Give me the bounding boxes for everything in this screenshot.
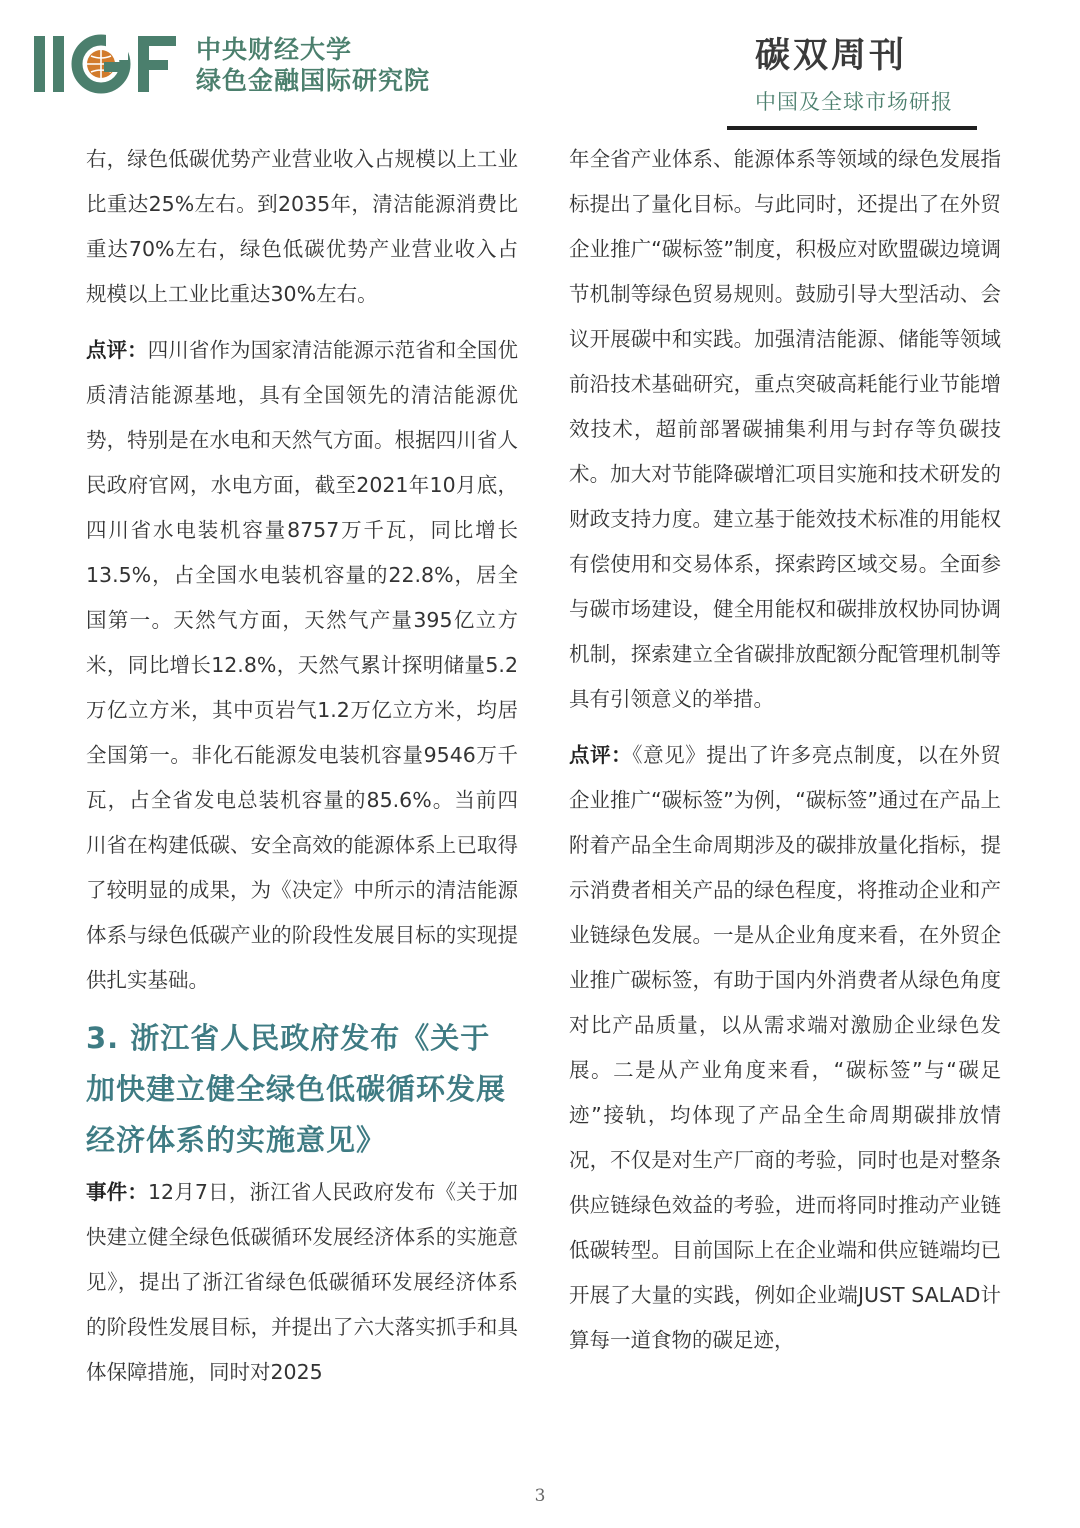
left-column xyxy=(86,137,518,1395)
institution-name xyxy=(196,34,430,96)
event-label: 事件： xyxy=(86,1180,149,1204)
iigf-logo xyxy=(34,32,184,94)
comment-label: 点评： xyxy=(569,743,633,767)
publication-title: 碳双周刊 xyxy=(755,36,908,76)
right-column xyxy=(569,137,1001,1363)
institution-line-2: 绿色金融国际研究院 xyxy=(196,66,431,95)
publication-subtitle: 中国及全球市场研报 xyxy=(755,90,953,114)
event-text: 12月7日，浙江省人民政府发布《关于加快建立健全绿色低碳循环发展经济体系的实施意见》，提出了浙江省绿色低碳循环发展经济体系的阶段性发展目标，并提出了六大落实抓手和具体保障措施，同时对2025 xyxy=(86,1180,518,1384)
paragraph: 右，绿色低碳优势产业营业收入占规模以上工业比重达25%左右。到2035年，清洁能源消费比重达70%左右，绿色低碳优势产业营业收入占规模以上工业比重达30%左右。 xyxy=(86,147,518,306)
page-header xyxy=(0,0,1080,140)
comment-label: 点评： xyxy=(86,338,148,362)
institution-line-1: 中央财经大学 xyxy=(196,35,353,64)
page-number: 3 xyxy=(534,1486,546,1506)
section-heading: 3. 浙江省人民政府发布《关于加快建立健全绿色低碳循环发展经济体系的实施意见》 xyxy=(86,1021,507,1157)
comment-paragraph xyxy=(86,328,518,1003)
comment-paragraph xyxy=(569,733,1001,1363)
event-paragraph xyxy=(86,1170,518,1395)
header-divider xyxy=(727,126,977,130)
paragraph: 年全省产业体系、能源体系等领域的绿色发展指标提出了量化目标。与此同时，还提出了在外贸企业推广“碳标签”制度，积极应对欧盟碳边境调节机制等绿色贸易规则。鼓励引导大型活动、会议开展碳中和实践。加强清洁能源、储能等领域前沿技术基础研究，重点突破高耗能行业节能增效技术，超前部署碳捕集利用与封存等负碳技术。加大对节能降碳增汇项目实施和技术研发的财政支持力度。建立基于能效技术标准的用能权有偿使用和交易体系，探索跨区域交易。全面参与碳市场建设，健全用能权和碳排放权协同协调机制，探索建立全省碳排放配额分配管理机制等具有引领意义的举措。 xyxy=(569,147,1001,711)
comment-text: 四川省作为国家清洁能源示范省和全国优质清洁能源基地，具有全国领先的清洁能源优势，特别是在水电和天然气方面。根据四川省人民政府官网，水电方面，截至2021年10月底，四川省水电装机容量8757万千瓦，同比增长13.5%，占全国水电装机容量的22.8%，居全国第一。天然气方面，天然气产量395亿立方米，同比增长12.8%，天然气累计探明储量5.2万亿立方米，其中页岩气1.2万亿立方米，均居全国第一。非化石能源发电装机容量9546万千瓦，占全省发电总装机容量的85.6%。当前四川省在构建低碳、安全高效的能源体系上已取得了较明显的成果，为《决定》中所示的清洁能源体系与绿色低碳产业的阶段性发展目标的实现提供扎实基础。 xyxy=(86,338,519,992)
comment-text: 《意见》提出了许多亮点制度，以在外贸企业推广“碳标签”为例，“碳标签”通过在产品上附着产品全生命周期涉及的碳排放量化指标，提示消费者相关产品的绿色程度，将推动企业和产业链绿色发展。一是从企业角度来看，在外贸企业推广碳标签，有助于国内外消费者从绿色角度对比产品质量，以从需求端对激励企业绿色发展。二是从产业角度来看，“碳标签”与“碳足迹”接轨，均体现了产品全生命周期碳排放情况，不仅是对生产厂商的考验，同时也是对整条供应链绿色效益的考验，进而将同时推动产业链低碳转型。目前国际上在企业端和供应链端均已开展了大量的实践，例如企业端JUST SALAD计算每一道食物的碳足迹， xyxy=(569,743,1002,1352)
